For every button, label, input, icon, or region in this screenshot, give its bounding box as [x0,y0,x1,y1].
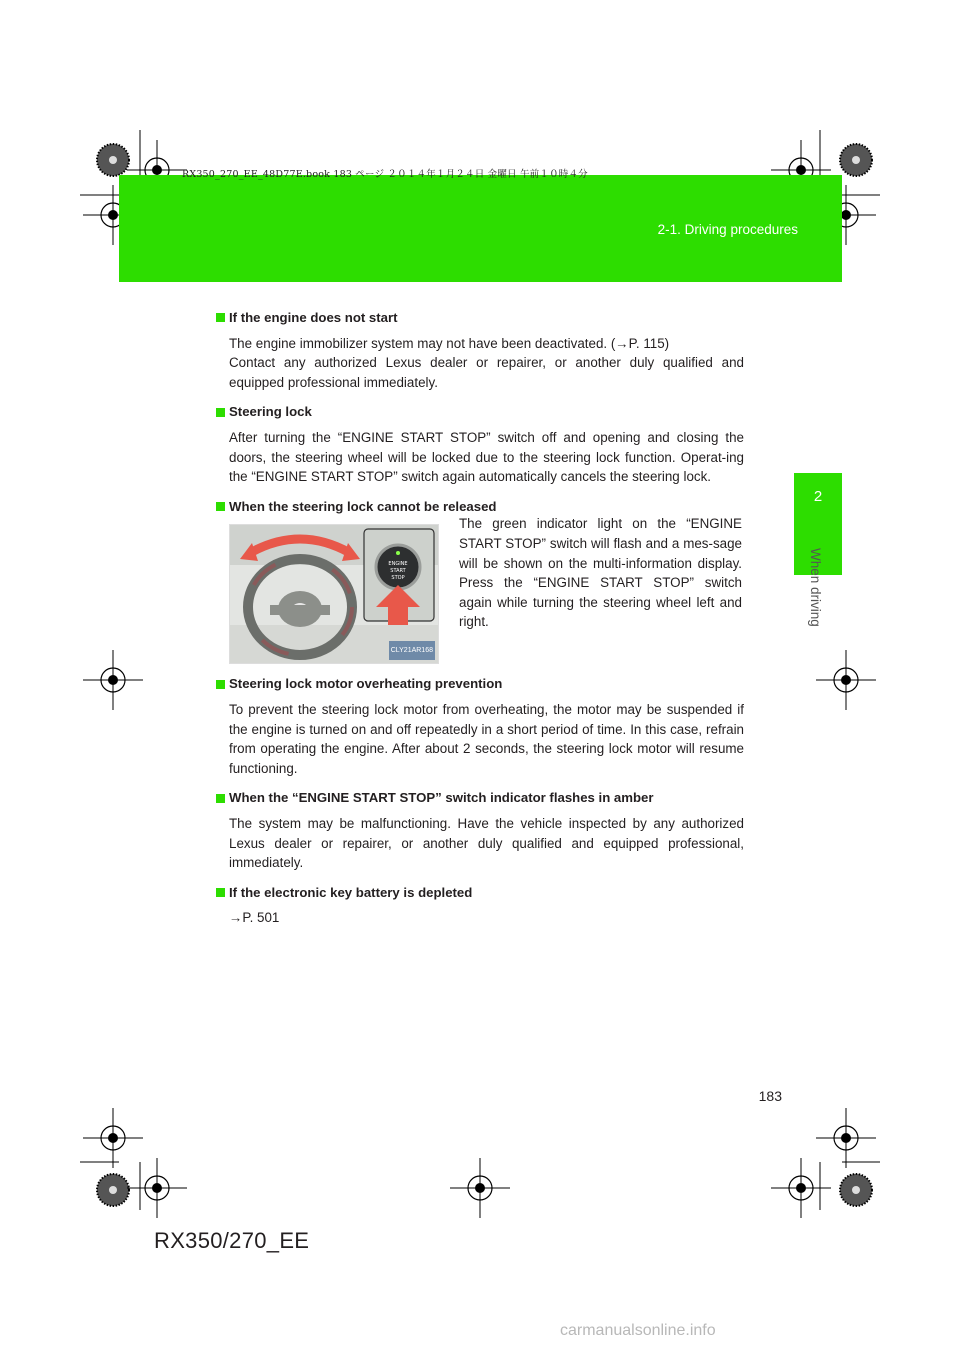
registration-mark-icon [816,650,876,710]
registration-mark-icon [816,1108,876,1168]
paragraph: To prevent the steering lock motor from overheating, the motor may be suspended if the engine is turned on and off repeatedly in a short period of time. In this case, refrain from operating the engine. After about 2 seconds, the steering lock motor will resume functioning. [229,701,744,776]
model-code: RX350/270_EE [154,1228,310,1253]
registration-mark-icon [450,1158,510,1218]
section-heading: Steering lock [216,402,744,422]
section-body [229,908,744,928]
star-target-icon [97,144,129,176]
bullet-square-icon [216,680,225,689]
paragraph: After turning the “ENGINE START STOP” switch off and opening and closing the doors, the steering wheel will be locked due to the steering lock function. Operat-ing the “ENGINE START STOP” switch again automatically cancels the steering lock. [229,429,744,485]
registration-mark-icon [127,1158,187,1218]
registration-mark-icon [83,650,143,710]
figure-code: CLY21AR168 [389,641,435,661]
section-heading: When the “ENGINE START STOP” switch indicator flashes in amber [216,788,744,808]
paragraph: The engine immobilizer system may not have been deactivated. (→P. 115) [229,335,670,351]
figure-row [229,516,744,664]
section-title: 2-1. Driving procedures [657,222,798,237]
section-body [229,814,744,873]
section-heading: Steering lock motor overheating prevention [216,674,744,694]
star-target-icon [840,144,872,176]
bullet-square-icon [216,502,225,511]
svg-text:STOP: STOP [391,575,405,582]
paragraph: The system may be malfunctioning. Have the vehicle inspected by any authorized Lexus dealer or repairer, or another duly qualified and equipped professional, immediately. [229,815,744,871]
chapter-label: When driving [808,548,823,627]
steering-wheel-illustration [229,524,439,664]
section-heading: If the electronic key battery is depleted [216,883,744,903]
registration-mark-icon [83,1108,143,1168]
content-area [216,308,744,938]
figure-caption: The green indicator light on the “ENGINE START STOP” switch will flash and a mes-sage will be shown on the multi-information display. Press the “ENGINE START STOP” switch again while turning the steering wheel left and right. [459,516,742,630]
chapter-number: 2 [813,488,823,505]
page-number: 183 [758,1088,782,1104]
bullet-square-icon [216,888,225,897]
bullet-square-icon [216,794,225,803]
registration-mark-icon [771,1158,831,1218]
watermark: carmanualsonline.info [560,1322,716,1339]
section-body [229,428,744,487]
bullet-square-icon [216,408,225,417]
bullet-square-icon [216,313,225,322]
section-body [229,700,744,778]
star-target-icon [840,1174,872,1206]
svg-text:ENGINE: ENGINE [388,561,408,568]
svg-text:START: START [390,568,406,575]
section-heading: When the steering lock cannot be released [216,497,744,517]
page-reference: →P. 501 [229,910,280,926]
section-body [229,334,744,393]
section-heading: If the engine does not start [216,308,744,328]
star-target-icon [97,1174,129,1206]
paragraph: Contact any authorized Lexus dealer or repairer, or another duly qualified and equipped professional immediately. [229,355,744,390]
book-file-line: RX350_270_EE_48D77E.book 183 ページ ２０１４年１月２４日 金曜日 午前１０時４分 [182,169,588,180]
